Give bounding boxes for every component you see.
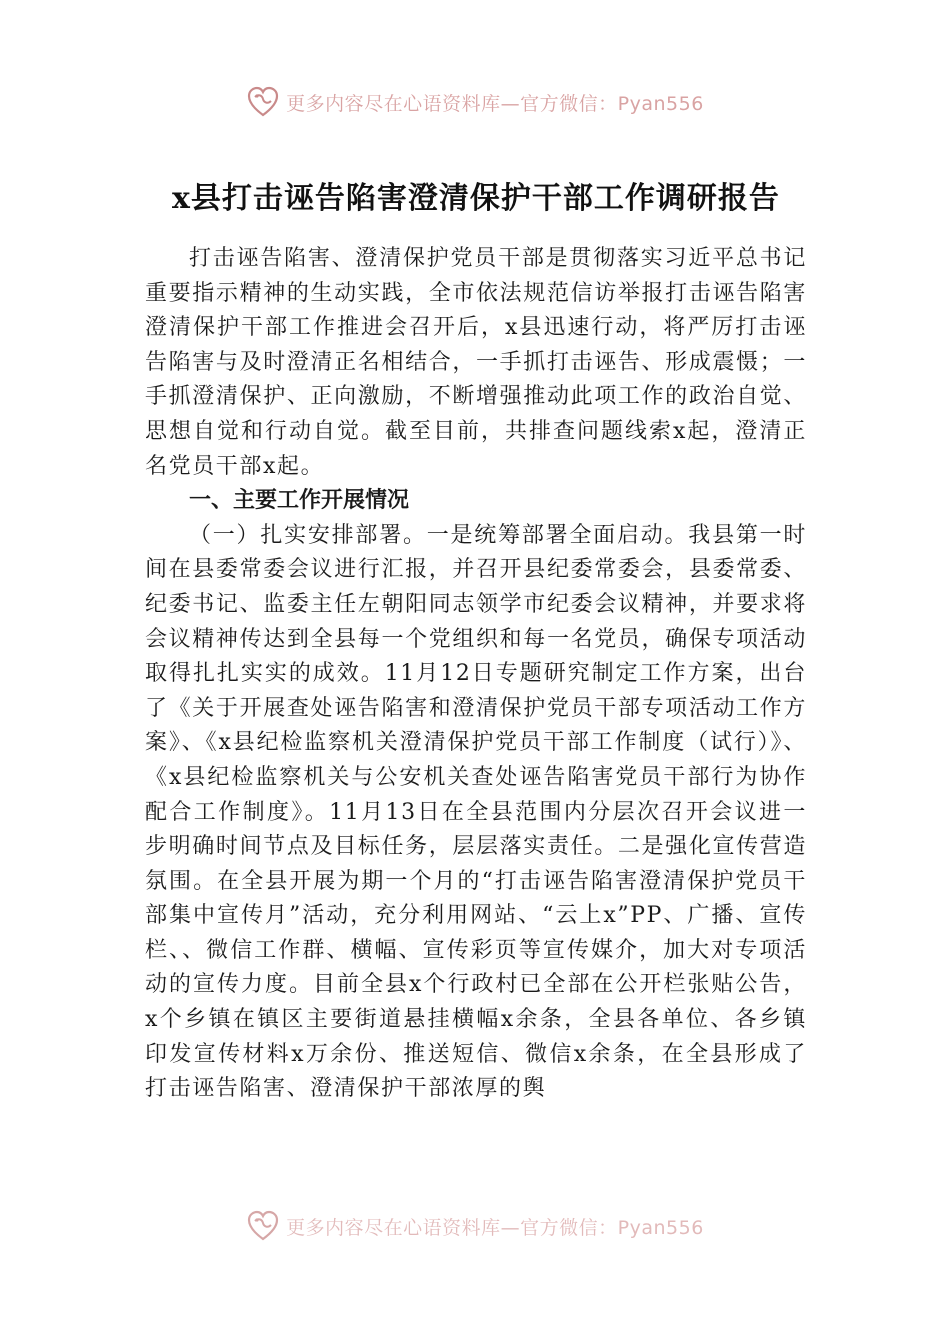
- watermark-text: 更多内容尽在心语资料库—官方微信：Pyan556: [286, 1216, 704, 1239]
- document-page: [145, 168, 807, 1107]
- intro-paragraph: 打击诬告陷害、澄清保护党员干部是贯彻落实习近平总书记重要指示精神的生动实践，全市依法规范信访举报打击诬告陷害澄清保护干部工作推进会召开后，x县迅速行动，将严厉打击诬告陷害与及时澄清正名相结合，一手抓打击诬告、形成震慑；一手抓澄清保护、正向激励，不断增强推动此项工作的政治自觉、思想自觉和行动自觉。截至目前，共排查问题线索x起，澄清正名党员干部x起。: [145, 246, 807, 479]
- heart-logo-icon: [246, 85, 280, 119]
- document-title: x县打击诬告陷害澄清保护干部工作调研报告: [172, 181, 780, 216]
- heart-logo-icon: [246, 1209, 280, 1243]
- watermark-footer: [0, 1208, 950, 1244]
- watermark-header: [0, 84, 950, 120]
- watermark-text: 更多内容尽在心语资料库—官方微信：Pyan556: [286, 92, 704, 115]
- section-heading: 一、主要工作开展情况: [189, 488, 410, 514]
- section-paragraph: （一）扎实安排部署。一是统筹部署全面启动。我县第一时间在县委常委会议进行汇报，并召开县纪委常委会，县委常委、纪委书记、监委主任左朝阳同志领学市纪委会议精神，并要求将会议精神传达到全县每一个党组织和每一名党员，确保专项活动取得扎扎实实的成效。11月12日专题研究制定工作方案，出台了《关于开展查处诬告陷害和澄清保护党员干部专项活动工作方案》、《x县纪检监察机关澄清保护党员干部工作制度（试行）》、《x县纪检监察机关与公安机关查处诬告陷害党员干部行为协作配合工作制度》。11月13日在全县范围内分层次召开会议进一步明确时间节点及目标任务，层层落实责任。二是强化宣传营造氛围。在全县开展为期一个月的“打击诬告陷害澄清保护党员干部集中宣传月”活动，充分利用网站、“云上x”PP、广播、宣传栏、、微信工作群、横幅、宣传彩页等宣传媒介，加大对专项活动的宣传力度。目前全县x个行政村已全部在公开栏张贴公告，x个乡镇在镇区主要街道悬挂横幅x余条，全县各单位、各乡镇印发宣传材料x万余份、推送短信、微信x余条，在全县形成了打击诬告陷害、澄清保护干部浓厚的舆: [145, 522, 807, 1102]
